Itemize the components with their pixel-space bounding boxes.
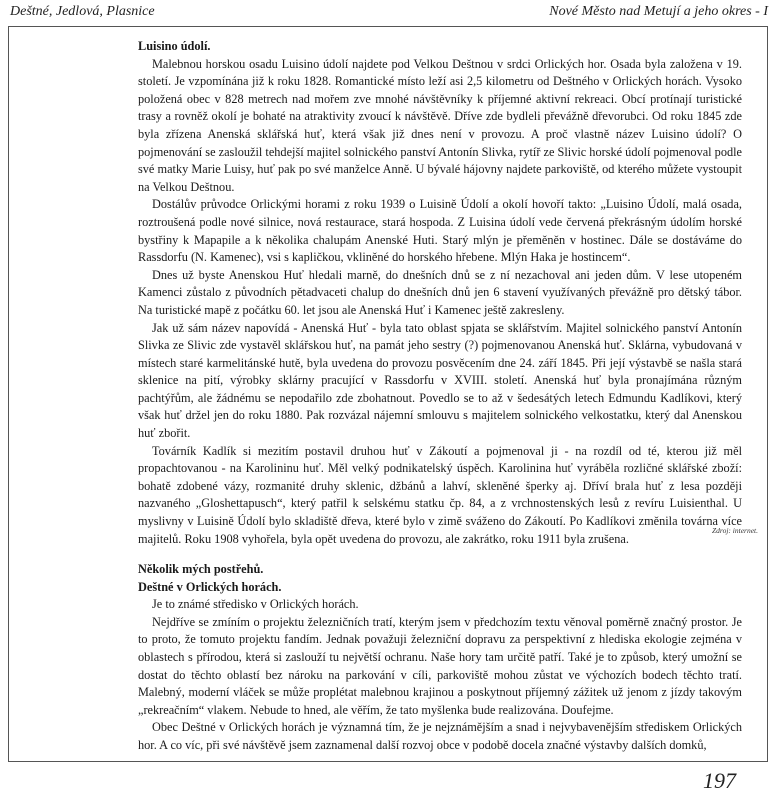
running-header-right: Nové Město nad Metují a jeho okres - I (549, 4, 768, 19)
paragraph: Nejdříve se zmíním o projektu železničních tratí, kterým jsem v předchozím textu věnoval poměrně značný prostor. Je to proto, že tomuto projektu fandím. Jednak považuji železniční dopravu za perspektivní z hlediska ekologie zejména v oblastech s přírodou, která si zaslouží tu největší ochranu. Naše hory tam určitě patří. Také je to způsob, který umožní se dostat do těchto oblastí bez nároku na parkování v cíli, parkoviště mohou zůstat ve výchozích bodech těchto tratí. Malebný, moderní vláček se může proplétat malebnou krajinou a poskytnout příjemný zážitek už jenom z jízdy takovým „rekreačním“ vlakem. Nebude to hned, ale věřím, že tato myšlenka bude realizována. Doufejme. (138, 614, 742, 717)
paragraph: Obec Deštné v Orlických horách je významná tím, že je nejznámějším a snad i nejvybavenějším střediskem Orlických hor. A co víc, při své návštěvě jsem zaznamenal další rozvoj obce v podobě docela značné výstavby dalších domků, (138, 720, 742, 752)
paragraph: Dostálův průvodce Orlickými horami z roku 1939 o Luisině Údolí a okolí hovoří takto: „Luisino Údolí, malá osada, roztroušená podle nové silnice, nová restaurace, stará hospoda. Z Luisina údolí vede červená překrásným údolím horské bystřiny k Mapapile a k několika chalupám Anenské Huti. Starý mlýn je přeměněn v hostinec. Dále se dostáváme do Rassdorfu (N. Kamenec), vsi s kapličkou, vkliněné do horského hřebene. Mlýn Haka je hostincem“. (138, 197, 742, 265)
section-subtitle: Deštné v Orlických horách. (138, 579, 282, 594)
running-header-left: Deštné, Jedlová, Plasnice (10, 4, 155, 19)
section-title: Luisino údolí. (138, 39, 211, 53)
paragraph: Dnes už byste Anenskou Huť hledali marně, do dnešních dnů se z ní nezachoval ani jeden dům. V lese utopeném Kamenci zůstalo z původních pětadvaceti chalup do dnešních dnů jen 6 stavení využívaných převážně pro dětský tábor. Na turistické mapě z počátku 60. let jsou ale Anenská Huť i Kamenec ještě zakresleny. (138, 267, 742, 317)
page-number: 197 (703, 768, 736, 793)
section-title: Několik mých postřehů. (138, 562, 264, 576)
paragraph: Malebnou horskou osadu Luisino údolí najdete pod Velkou Deštnou v srdci Orlických hor. Osada byla založena v 19. století. Je vzpomínána již k roku 1828. Romantické místo leží asi 2,5 kilometru od Deštného v Orlických horách. Vysoko položená obec v 828 metrech nad mořem zve mnohé návštěvníky k příjemné aktivní rekreaci. Obcí protínají turistické trasy a rovněž okolí je bohaté na atraktivity zvoucí k návštěvě. Dříve zde bydleli převážně dřevorubci. Od roku 1845 zde byla zřízena Anenská sklářská huť, která však již dnes není v provozu. A proč vlastně název Luisino údolí? O pojmenování se zasloužil tehdejší majitel solnického panství Antonín Slivka, rytíř ze Slivic horské údolí pojmenoval podle své matky Marie Luisy, huť pak po své manželce Anně. U bývalé hájovny najdete parkoviště, od kterého můžete vystoupit na Velkou Deštnou. (138, 56, 742, 194)
section-postrehy (138, 561, 742, 755)
paragraph: Jak už sám název napovídá - Anenská Huť - byla tato oblast spjata se sklářstvím. Majitel solnického panství Antonín Slivka ze Slivic zde vystavěl sklářskou huť, na památ jeho sestry (?) pojmenovanou Anenská huť. Sklárna, vybudovaná v místech staré karmelitánské hutě, byla uvedena do provozu posvěcením dne 24. září 1845. Při její výstavbě se našla stará sklenice na pití, výrobky sklárny pracující v Rassdorfu v XVIII. století. Anenská huť byla pronajímána různým pachtýřům, ale žádnému se nepodařilo zde zbohatnout. Povedlo se to až v šedesátých letech Edmundu Kadlíkovi, který však huť držel jen do roku 1880. Pak rozvázal nájemní smlouvu s majitelem solnického velkostatku, který dal Anenskou huť zbořit. (138, 320, 742, 441)
paragraph: Továrník Kadlík si mezitím postavil druhou huť v Zákoutí a pojmenoval ji - na rozdíl od té, kterou již měl propachtovanou - na Karolininu huť. Měl velký podnikatelský úspěch. Karolinina huť vyráběla rozličné sklářské zboží: bohatě zdobené vázy, rozmanité druhy sklenic, džbánů a lahví, skleněné šperky aj. Dříví brala huť z lesa později nazvaného „Gloshettapusch“, který patřil k selskému statku čp. 84, a z vrchnostenských lesů z revíru Luisienthal. U myslivny v Luisině Údolí bylo skladiště dřeva, které bylo v zimě sváženo do Zákoutí. Po Kadlíkovi změnila továrna více majitelů. Roku 1908 vyhořela, byla opět uvedena do provozu, ale zakrátko, roku 1911 byla zrušena. (138, 443, 742, 546)
section-luisino-udoli (138, 38, 742, 548)
paragraph: Je to známé středisko v Orlických horách. (152, 597, 359, 612)
source-note: Zdroj: internet. (712, 526, 758, 535)
